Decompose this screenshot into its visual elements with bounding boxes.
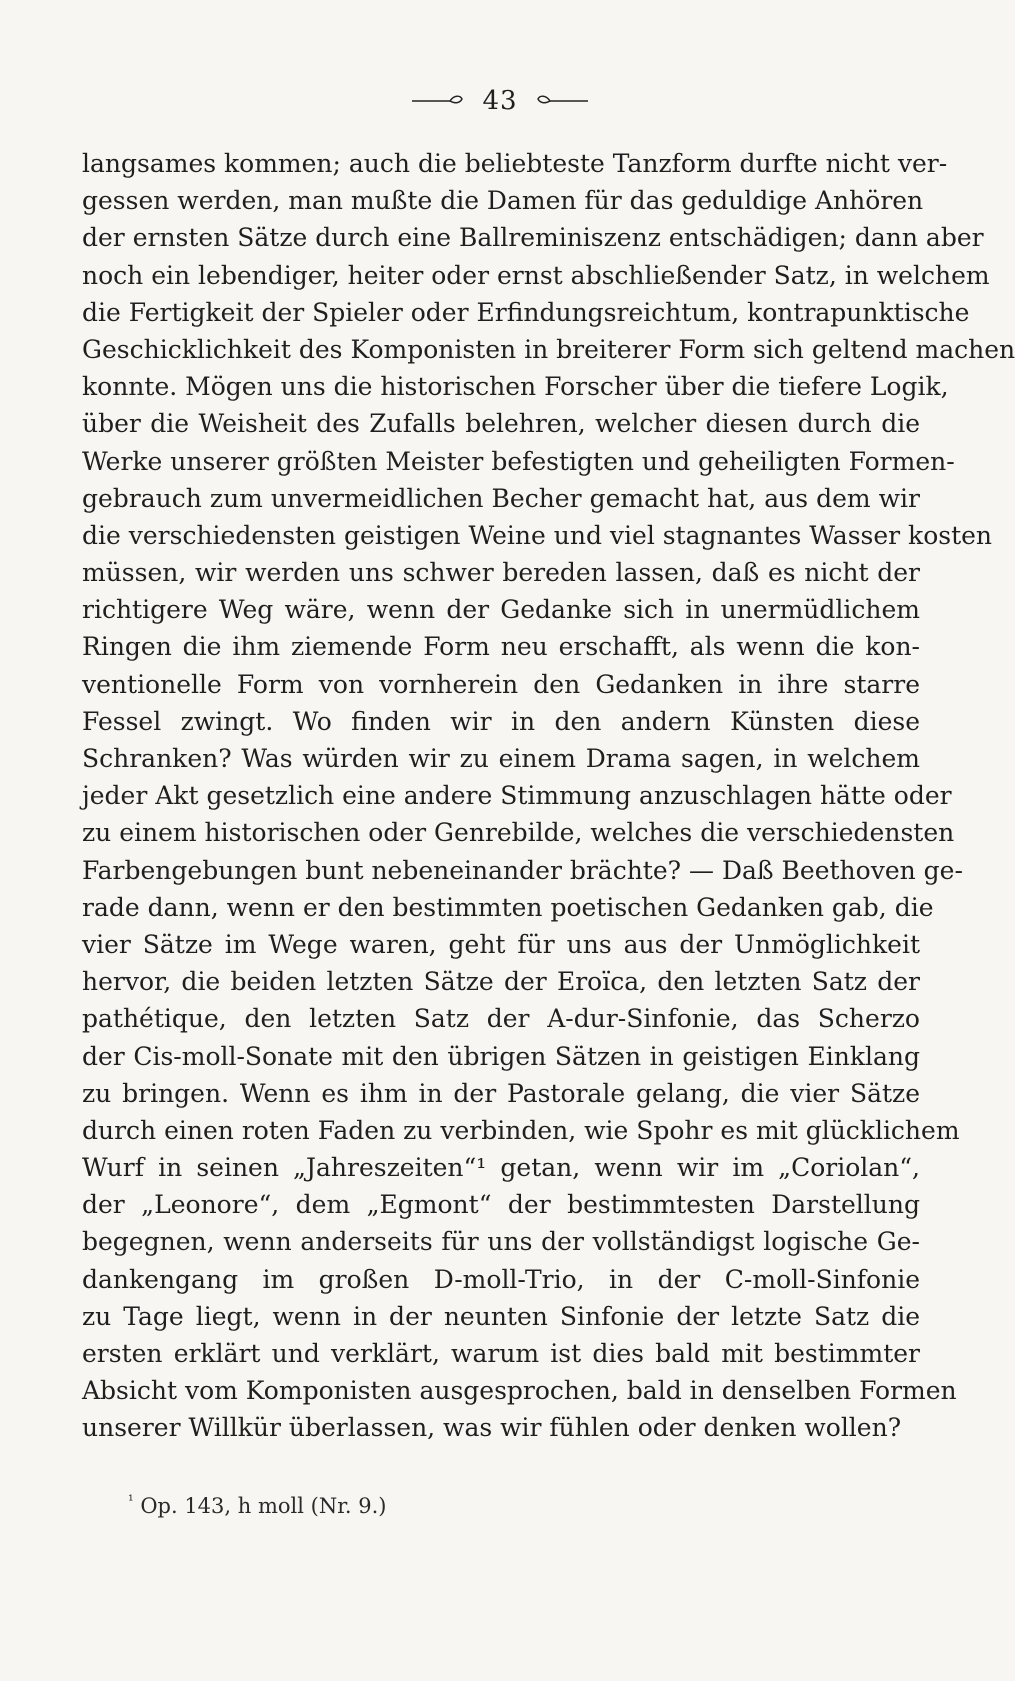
text-line: der „Leonore“, dem „Egmont“ der bestimmtesten Darstellung [82, 1190, 920, 1220]
text-line: gessen werden, man mußte die Damen für das geduldige Anhören [82, 186, 924, 216]
footnote [128, 1494, 387, 1518]
text-line: der ernsten Sätze durch eine Ballreminiszenz entschädigen; dann aber [82, 223, 984, 253]
text-line: pathétique, den letzten Satz der A-dur-Sinfonie, das Scherzo [82, 1004, 920, 1034]
text-line: ventionelle Form von vornherein den Gedanken in ihre starre [82, 669, 920, 699]
text-line: jeder Akt gesetzlich eine andere Stimmung anzuschlagen hätte oder [82, 781, 952, 811]
text-line: noch ein lebendiger, heiter oder ernst abschließender Satz, in welchem [82, 260, 990, 290]
text-line: langsames kommen; auch die beliebteste Tanzform durfte nicht ver- [82, 149, 948, 178]
text-line: der Cis-moll-Sonate mit den übrigen Sätzen in geistigen Einklang [82, 1041, 920, 1071]
text-line: richtigere Weg wäre, wenn der Gedanke sich in unermüdlichem [82, 595, 920, 625]
text-line: Farbengebungen bunt nebeneinander brächte? — Daß Beethoven ge- [82, 855, 963, 885]
text-line: über die Weisheit des Zufalls belehren, welcher diesen durch die [82, 409, 920, 439]
text-line: Geschicklichkeit des Komponisten in breiterer Form sich geltend machen [82, 334, 1015, 364]
text-line: dankengang im großen D-moll-Trio, in der C-moll-Sinfonie [82, 1264, 920, 1294]
text-line: Fessel zwingt. Wo finden wir in den andern Künsten diese [82, 706, 920, 736]
text-line: gebrauch zum unvermeidlichen Becher gemacht hat, aus dem wir [82, 483, 920, 513]
left-ornament-icon [412, 94, 464, 108]
text-line: vier Sätze im Wege waren, geht für uns aus der Unmöglichkeit [82, 929, 920, 959]
text-line: zu einem historischen oder Genrebilde, welches die verschiedensten [82, 818, 955, 848]
text-line: zu bringen. Wenn es ihm in der Pastorale gelang, die vier Sätze [82, 1078, 920, 1108]
text-line: müssen, wir werden uns schwer bereden lassen, daß es nicht der [82, 558, 920, 588]
text-line: begegnen, wenn anderseits für uns der vollständigst logische Ge- [82, 1227, 920, 1257]
page-number: 43 [482, 86, 518, 116]
page-header [0, 86, 1000, 116]
right-ornament-icon [536, 94, 588, 108]
text-line: Schranken? Was würden wir zu einem Drama sagen, in welchem [82, 744, 920, 773]
text-line: Wurf in seinen „Jahreszeiten“¹ getan, wenn wir im „Coriolan“, [82, 1153, 920, 1183]
text-line: unserer Willkür überlassen, was wir fühlen oder denken wollen? [82, 1413, 902, 1443]
text-line: hervor, die beiden letzten Sätze der Eroïca, den letzten Satz der [82, 967, 920, 997]
body-text [82, 145, 1015, 1447]
text-line: zu Tage liegt, wenn in der neunten Sinfonie der letzte Satz die [82, 1301, 920, 1331]
text-line: Ringen die ihm ziemende Form neu erschafft, als wenn die kon- [82, 632, 920, 662]
text-line: durch einen roten Faden zu verbinden, wie Spohr es mit glücklichem [82, 1115, 960, 1145]
text-line: Werke unserer größten Meister befestigten und geheiligten Formen- [82, 446, 955, 476]
text-line: Absicht vom Komponisten ausgesprochen, bald in denselben Formen [82, 1376, 957, 1406]
text-line: die Fertigkeit der Spieler oder Erfindungsreichtum, kontrapunktische [82, 297, 970, 327]
footnote-mark: ¹ [128, 1493, 134, 1509]
text-line: die verschiedensten geistigen Weine und viel stagnantes Wasser kosten [82, 520, 993, 550]
text-line: rade dann, wenn er den bestimmten poetischen Gedanken gab, die [82, 892, 934, 922]
footnote-text: Op. 143, h moll (Nr. 9.) [140, 1494, 387, 1518]
text-line: konnte. Mögen uns die historischen Forscher über die tiefere Logik, [82, 372, 949, 402]
text-line: ersten erklärt und verklärt, warum ist dies bald mit bestimmter [82, 1339, 920, 1368]
